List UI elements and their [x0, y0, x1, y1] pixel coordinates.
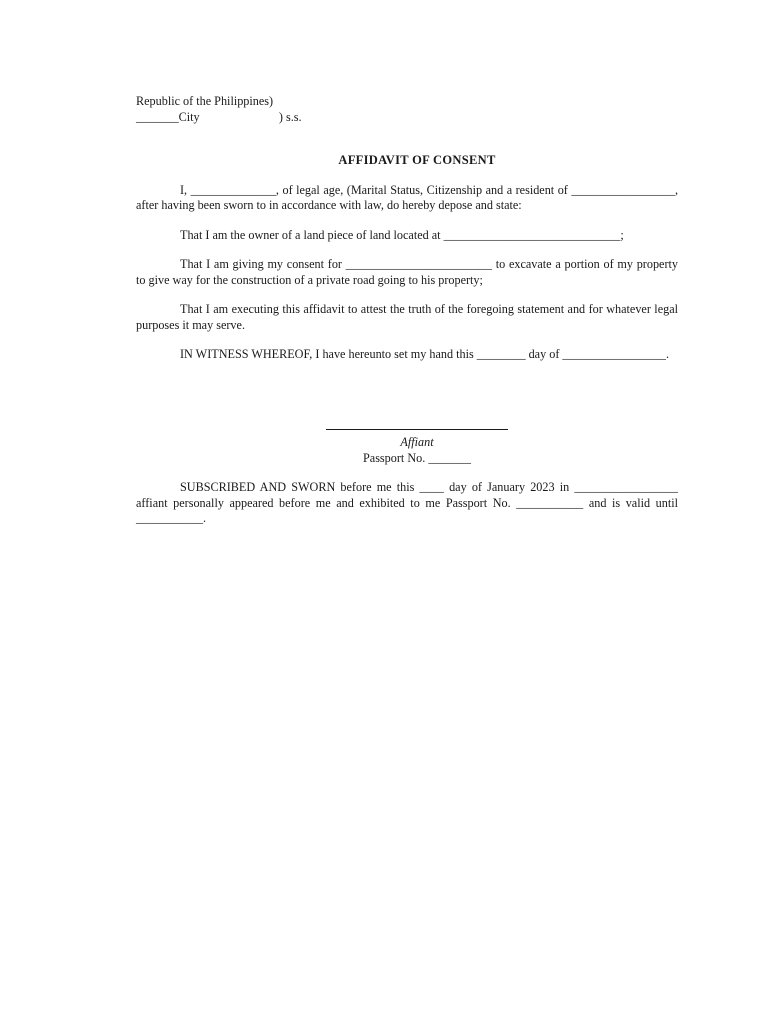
affiant-label: Affiant — [400, 435, 434, 449]
paragraph-ownership: That I am the owner of a land piece of land located at _____________________________; — [180, 227, 624, 242]
venue-city: _______City ) s.s. — [136, 109, 302, 124]
paragraph-witness: IN WITNESS WHEREOF, I have hereunto set my hand this ________ day of _________________. — [180, 347, 670, 361]
paragraph-consent: That I am giving my consent for ________________________ to excavate a portion of my property to give way for the construction of a private road going to his property; — [136, 257, 678, 287]
paragraph-jurat: SUBSCRIBED AND SWORN before me this ____ day of January 2023 in _________________ affiant personally appeared before me and exhibited to me Passport No. ___________ and is valid until ___________. — [136, 480, 678, 525]
signature-line — [326, 428, 508, 430]
venue-republic: Republic of the Philippines) — [136, 94, 274, 108]
venue-header — [136, 94, 678, 125]
paragraph-purpose: That I am executing this affidavit to attest the truth of the foregoing statement and for whatever legal purposes it may serve. — [136, 302, 678, 332]
paragraph-identity: I, ______________, of legal age, (Marital Status, Citizenship and a resident of _________________, after having been sworn to in accordance with law, do hereby depose and state: — [136, 182, 678, 212]
document-title: AFFIDAVIT OF CONSENT — [338, 153, 496, 167]
signature-block — [136, 419, 678, 467]
passport-number: Passport No. _______ — [363, 450, 471, 465]
affidavit-document — [136, 94, 678, 541]
